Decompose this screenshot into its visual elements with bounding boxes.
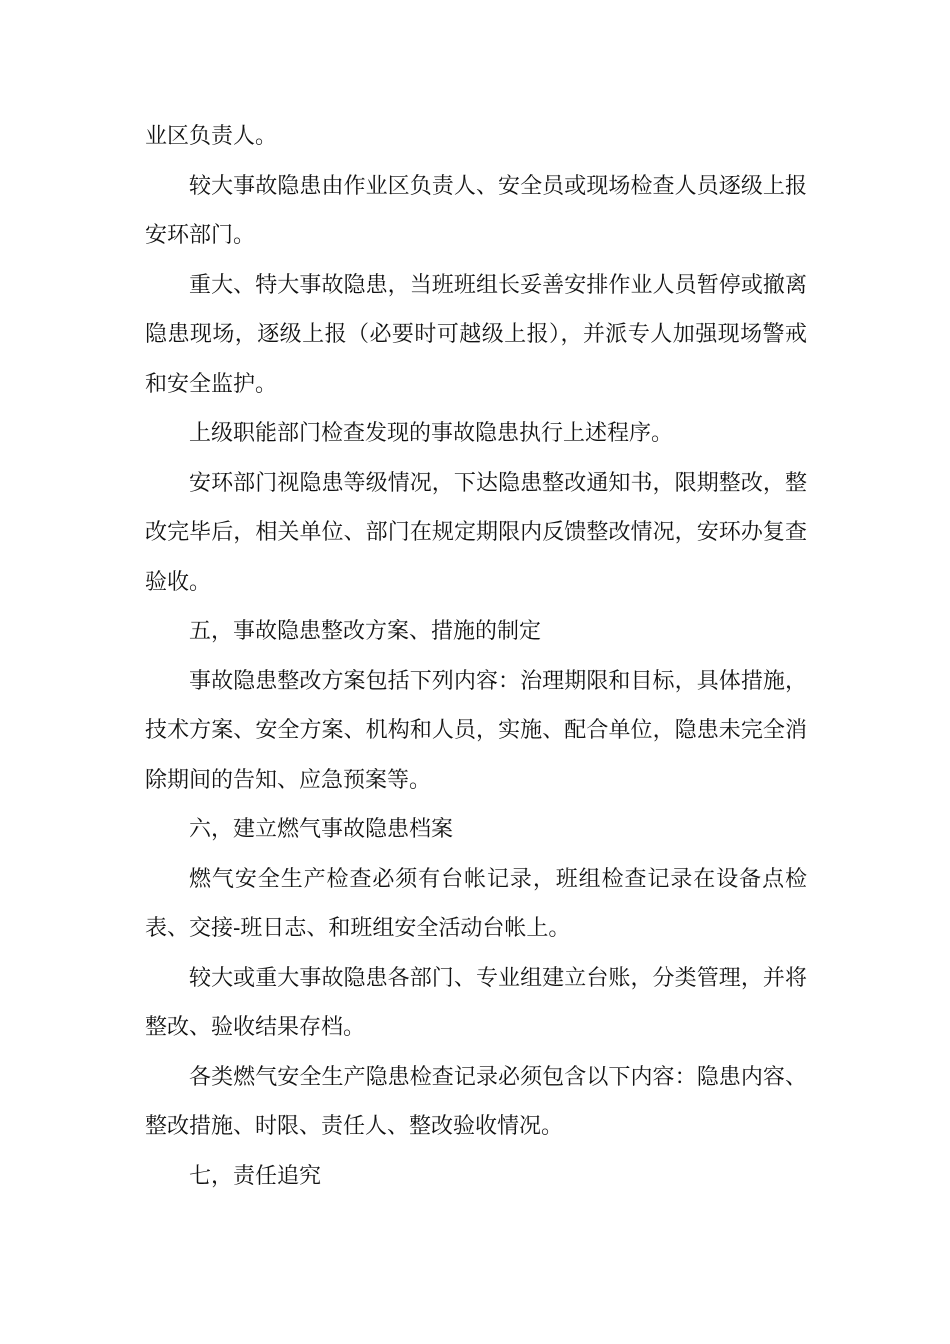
section-heading-6: 六，建立燃气事故隐患档案: [189, 817, 454, 842]
section-heading-5: 五，事故隐患整改方案、措施的制定: [189, 619, 542, 644]
paragraph-rectification-notice: 安环部门视隐患等级情况，下达隐患整改通知书，限期整改，整改完毕后，相关单位、部门在规定期限内反馈整改情况，安环办复查验收。: [145, 470, 807, 595]
paragraph-serious-hazard-report: 重大、特大事故隐患，当班班组长妥善安排作业人员暂停或撤离隐患现场，逐级上报（必要时可越级上报），并派专人加强现场警戒和安全监护。: [145, 272, 807, 397]
paragraph-continued: 业区负责人。: [145, 124, 278, 149]
paragraph-superior-department: 上级职能部门检查发现的事故隐患执行上述程序。: [189, 421, 674, 446]
section-heading-7: 七，责任追究: [189, 1163, 322, 1189]
paragraph-inspection-ledger: 燃气安全生产检查必须有台帐记录，班组检查记录在设备点检表、交接-班日志、和班组安全活动台帐上。: [145, 866, 807, 941]
document-body: [145, 112, 807, 1201]
paragraph-plan-content: 事故隐患整改方案包括下列内容：治理期限和目标，具体措施，技术方案、安全方案、机构和人员，实施、配合单位，隐患未完全消除期间的告知、应急预案等。: [145, 668, 807, 793]
paragraph-classified-management: 较大或重大事故隐患各部门、专业组建立台账，分类管理，并将整改、验收结果存档。: [145, 965, 807, 1040]
paragraph-major-hazard-report: 较大事故隐患由作业区负责人、安全员或现场检查人员逐级上报安环部门。: [145, 173, 807, 248]
paragraph-record-content: 各类燃气安全生产隐患检查记录必须包含以下内容：隐患内容、整改措施、时限、责任人、整改验收情况。: [145, 1064, 807, 1139]
